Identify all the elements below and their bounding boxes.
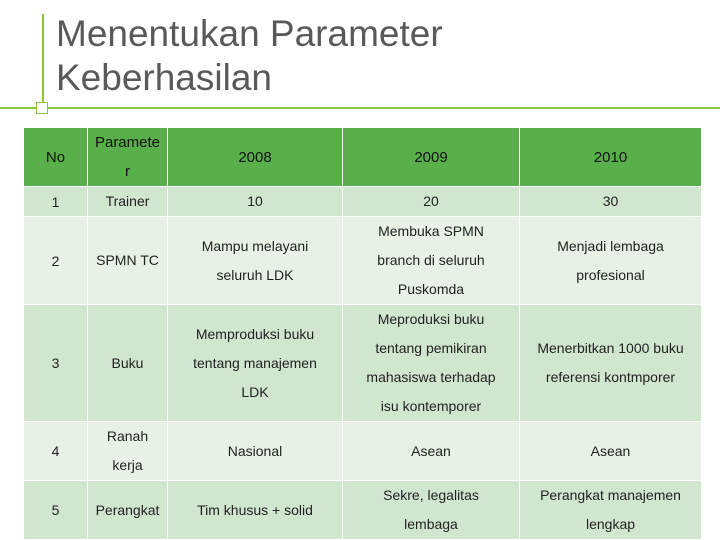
cell-2008 xyxy=(168,217,343,305)
cell-2010 xyxy=(520,422,702,481)
table-row xyxy=(24,422,702,481)
table-row xyxy=(24,217,702,305)
cell-line: Ranah xyxy=(106,428,149,444)
cell-line: Asean xyxy=(590,442,631,459)
cell-line: branch di seluruh xyxy=(377,252,485,268)
table-header-row xyxy=(24,128,702,187)
cell-2010 xyxy=(520,217,702,305)
cell-no xyxy=(24,217,88,305)
header-2008-label: 2008 xyxy=(238,148,272,166)
cell-line: lengkap xyxy=(585,516,636,532)
cell-line: Membuka SPMN xyxy=(378,223,484,239)
cell-line: LDK xyxy=(241,383,269,400)
cell-no xyxy=(24,422,88,481)
cell-no-text: 5 xyxy=(51,502,60,518)
cell-parameter xyxy=(88,217,168,305)
header-no-label: No xyxy=(45,148,66,166)
header-2008 xyxy=(168,128,343,187)
cell-2008 xyxy=(168,481,343,540)
slide-title-line-2: Keberhasilan xyxy=(56,57,272,98)
cell-line: mahasiswa terhadap xyxy=(366,369,496,385)
header-2009 xyxy=(343,128,520,187)
cell-no xyxy=(24,187,88,217)
cell-no-text: 1 xyxy=(51,193,60,210)
title-accent-vertical-line xyxy=(42,14,44,112)
cell-2009 xyxy=(343,305,520,422)
header-parameter-line-1: Paramete xyxy=(94,134,161,151)
cell-line: referensi kontmporer xyxy=(545,369,676,385)
cell-line: SPMN TC xyxy=(96,252,159,268)
table-row xyxy=(24,481,702,540)
cell-2010 xyxy=(520,481,702,540)
cell-line: Tim khusus + solid xyxy=(197,501,313,518)
cell-line: Buku xyxy=(111,354,144,371)
cell-no xyxy=(24,481,88,540)
cell-line: tentang manajemen xyxy=(193,354,317,371)
title-accent-horizontal-line xyxy=(0,107,720,109)
cell-line: Perangkat manajemen xyxy=(540,487,681,503)
cell-parameter xyxy=(88,422,168,481)
cell-line: Menerbitkan 1000 buku xyxy=(537,340,684,356)
cell-line: Trainer xyxy=(105,193,150,209)
cell-parameter xyxy=(88,481,168,540)
cell-line: Meproduksi buku xyxy=(377,311,485,327)
title-accent-square xyxy=(36,102,48,114)
cell-2009 xyxy=(343,481,520,540)
cell-parameter xyxy=(88,305,168,422)
cell-line: Asean xyxy=(411,442,451,459)
cell-line: profesional xyxy=(576,266,645,283)
cell-line: lembaga xyxy=(404,516,458,532)
cell-2008 xyxy=(168,422,343,481)
cell-2009 xyxy=(343,217,520,305)
header-2010 xyxy=(520,128,702,187)
cell-no-text: 4 xyxy=(51,443,60,459)
cell-2010 xyxy=(520,305,702,422)
header-2009-label: 2009 xyxy=(414,148,448,166)
table-row xyxy=(24,305,702,422)
cell-line: 30 xyxy=(602,193,619,209)
cell-no-text: 2 xyxy=(51,252,60,269)
cell-line: Mampu melayani xyxy=(201,237,309,254)
cell-line: Menjadi lembaga xyxy=(557,237,664,254)
cell-line: kerja xyxy=(112,457,143,473)
header-parameter xyxy=(88,128,168,187)
cell-line: Sekre, legalitas xyxy=(383,487,479,503)
cell-line: tentang pemikiran xyxy=(375,340,487,356)
parameter-table xyxy=(23,127,702,540)
cell-2009 xyxy=(343,187,520,217)
cell-line: Nasional xyxy=(227,442,283,459)
cell-line: Memproduksi buku xyxy=(195,325,315,342)
cell-no-text: 3 xyxy=(51,355,60,371)
table-row xyxy=(24,187,702,217)
cell-line: isu kontemporer xyxy=(380,398,482,414)
cell-line: Perangkat xyxy=(95,501,160,518)
slide-title xyxy=(56,12,696,100)
cell-2008 xyxy=(168,305,343,422)
cell-2008 xyxy=(168,187,343,217)
cell-line: seluruh LDK xyxy=(216,266,294,283)
cell-2009 xyxy=(343,422,520,481)
cell-2010 xyxy=(520,187,702,217)
cell-line: 10 xyxy=(247,193,263,209)
slide-title-line-1: Menentukan Parameter xyxy=(56,13,443,54)
cell-no xyxy=(24,305,88,422)
header-2010-label: 2010 xyxy=(593,148,628,166)
cell-line: 20 xyxy=(423,193,439,209)
header-parameter-line-2: r xyxy=(125,163,130,180)
cell-line: Puskomda xyxy=(397,281,465,297)
header-no xyxy=(24,128,88,187)
cell-parameter xyxy=(88,187,168,217)
